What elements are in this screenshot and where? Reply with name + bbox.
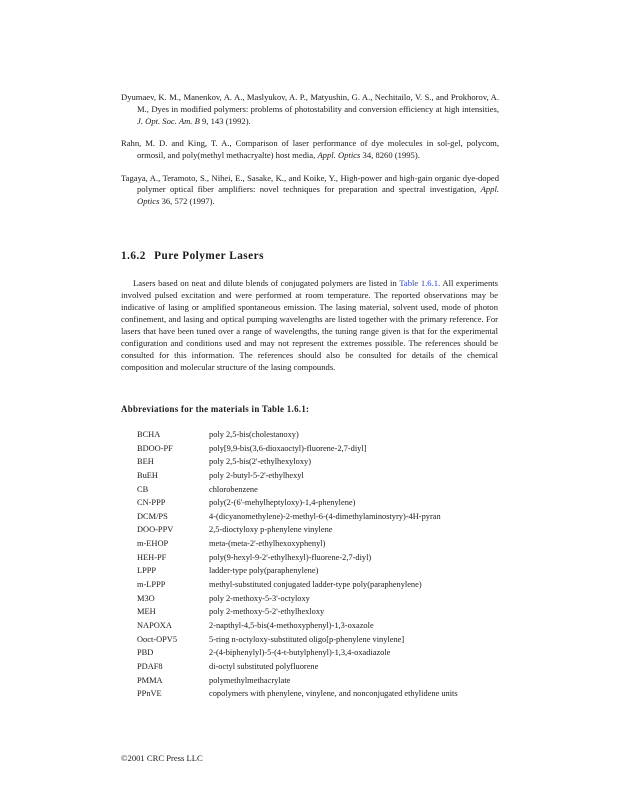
abbreviation-definition: meta-(meta-2'-ethylhexoxyphenyl) bbox=[209, 539, 326, 549]
abbreviation-term: BEH bbox=[137, 457, 154, 467]
abbreviation-row bbox=[137, 510, 537, 524]
journal-name: Appl. Optics bbox=[317, 150, 361, 161]
journal-name: J. Opt. Soc. Am. B bbox=[137, 115, 200, 126]
abbreviation-term: BCHA bbox=[137, 430, 161, 439]
reference-item: Rahn, M. D. and King, T. A., Comparison of laser performance of dye molecules in sol-gel, polycom, ormosil, and poly(methyl methacryalte) host media, Appl. Optics 34, 8260 (1995). bbox=[121, 138, 499, 161]
intro-paragraph: Lasers based on neat and dilute blends of conjugated polymers are listed in Table 1.6.1. All experiments involved pulsed excitation and were performed at room temperature. The reported observations may be indicative of lasing or amplified spontaneous emission. The lasing material, solvent used, mode of photon confinement, and lasing and optical pumping wavelengths are listed together with the primary reference. For lasers that have been tuned over a range of wavelengths, the tuning range given is that for the experimental configuration and conditions used and may not represent the extremes possible. The references should be consulted for this information. The references should also be consulted for details of the chemical composition and molecular structure of the lasing compounds. bbox=[121, 278, 498, 372]
section-heading bbox=[121, 250, 264, 262]
abbreviation-row bbox=[137, 564, 537, 578]
abbreviation-definition: poly 2-methoxy-5-2'-ethylhexloxy bbox=[209, 607, 325, 617]
abbreviation-list bbox=[137, 428, 537, 701]
abbreviation-definition: poly[9,9-bis(3,6-dioxaoctyl)-fluorene-2,7-diyl] bbox=[209, 443, 367, 453]
abbreviation-term: MEH bbox=[137, 607, 156, 617]
abbreviations-heading: Abbreviations for the materials in Table 1.6.1: bbox=[121, 404, 310, 414]
abbreviation-row bbox=[137, 633, 537, 647]
abbreviation-definition: di-octyl substituted polyfluorene bbox=[209, 661, 319, 671]
abbreviation-row bbox=[137, 660, 537, 674]
abbreviation-row bbox=[137, 442, 537, 456]
abbreviation-term: CN-PPP bbox=[137, 498, 166, 508]
abbreviation-definition: chlorobenzene bbox=[209, 484, 258, 494]
abbreviation-row bbox=[137, 646, 537, 660]
abbreviation-term: BDOO-PF bbox=[137, 443, 173, 453]
abbreviation-term: m-EHOP bbox=[137, 539, 169, 549]
abbreviation-definition: 5-ring n-octyloxy-substituted oligo[p-phenylene vinylene] bbox=[209, 634, 405, 644]
abbreviation-row bbox=[137, 537, 537, 551]
abbreviation-term: BuEH bbox=[137, 470, 158, 480]
abbreviation-term: PDAF8 bbox=[137, 661, 163, 671]
abbreviation-definition: poly(2-(6'-mehylheptyloxy)-1,4-phenylene) bbox=[209, 498, 356, 508]
abbreviation-row bbox=[137, 578, 537, 592]
table-link[interactable]: Table 1.6.1. bbox=[399, 278, 441, 288]
section-title: Pure Polymer Lasers bbox=[154, 250, 264, 262]
abbreviation-definition: poly 2-methoxy-5-3'-octyloxy bbox=[209, 593, 310, 603]
abbreviation-row bbox=[137, 687, 537, 701]
abbreviation-row bbox=[137, 674, 537, 688]
abbreviation-definition: methyl-substituted conjugated ladder-type poly(paraphenylene) bbox=[209, 580, 422, 590]
abbreviation-term: PBD bbox=[137, 648, 154, 658]
reference-item: Dyumaev, K. M., Manenkov, A. A., Maslyukov, A. P., Matyushin, G. A., Nechitailo, V. S., and Prokhorov, A. M., Dyes in modified polymers: problems of photostability and conversion efficiency at high intensities, J. Opt. Soc. Am. B 9, 143 (1992). bbox=[121, 92, 499, 126]
abbreviation-definition: copolymers with phenylene, vinylene, and nonconjugated ethylidene units bbox=[209, 689, 458, 699]
abbreviation-definition: poly 2-butyl-5-2'-ethylhexyl bbox=[209, 470, 304, 480]
abbreviation-term: M3O bbox=[137, 593, 155, 603]
abbreviation-definition: 2,5-dioctyloxy p-phenylene vinylene bbox=[209, 525, 333, 535]
abbreviation-definition: 2-napthyl-4,5-bis(4-methoxyphenyl)-1,3-oxazole bbox=[209, 620, 374, 630]
abbreviation-term: CB bbox=[137, 484, 149, 494]
abbreviation-term: NAPOXA bbox=[137, 620, 172, 630]
abbreviation-term: m-LPPP bbox=[137, 580, 166, 590]
copyright-footer: ©2001 CRC Press LLC bbox=[121, 753, 203, 763]
abbreviation-term: LPPP bbox=[137, 566, 157, 576]
reference-item: Tagaya, A., Teramoto, S., Nihei, E., Sasake, K., and Koike, Y., High-power and high-gain organic dye-doped polymer optical fiber amplifiers: novel techniques for preparation and spectral investigation, Appl. Optics 36, 572 (1997). bbox=[121, 172, 499, 207]
abbreviation-row bbox=[137, 469, 537, 483]
abbreviation-row bbox=[137, 592, 537, 606]
abbreviation-row bbox=[137, 523, 537, 537]
abbreviation-definition: ladder-type poly(paraphenylene) bbox=[209, 566, 319, 576]
abbreviation-term: HEH-PF bbox=[137, 552, 167, 562]
abbreviation-row bbox=[137, 605, 537, 619]
abbreviation-row bbox=[137, 619, 537, 633]
abbreviation-term: DCM/PS bbox=[137, 511, 168, 521]
abbreviation-definition: poly(9-hexyl-9-2'-ethylhexyl)-fluorene-2,7-diyl) bbox=[209, 552, 372, 562]
abbreviation-term: Ooct-OPV5 bbox=[137, 634, 178, 644]
abbreviation-row bbox=[137, 551, 537, 565]
section-number: 1.6.2 bbox=[121, 250, 146, 262]
abbreviation-definition: 4-(dicyanomethylene)-2-methyl-6-(4-dimethylaminostyry)-4H-pyran bbox=[209, 511, 441, 521]
abbreviation-row bbox=[137, 483, 537, 497]
abbreviation-row bbox=[137, 496, 537, 510]
reference-list bbox=[121, 92, 499, 219]
abbreviation-definition: 2-(4-biphenylyl)-5-(4-t-butylphenyl)-1,3,4-oxadiazole bbox=[209, 648, 391, 658]
abbreviation-row bbox=[137, 455, 537, 469]
abbreviation-term: PPnVE bbox=[137, 689, 162, 699]
abbreviation-row bbox=[137, 428, 537, 442]
journal-name: Appl. Optics bbox=[137, 184, 499, 207]
abbreviation-definition: poly 2,5-bis(cholestanoxy) bbox=[209, 430, 299, 439]
abbreviation-term: PMMA bbox=[137, 675, 163, 685]
abbreviation-definition: poly 2,5-bis(2'-ethylhexyloxy) bbox=[209, 457, 311, 467]
abbreviation-term: DOO-PPV bbox=[137, 525, 174, 535]
abbreviation-definition: polymethylmethacrylate bbox=[209, 675, 291, 685]
